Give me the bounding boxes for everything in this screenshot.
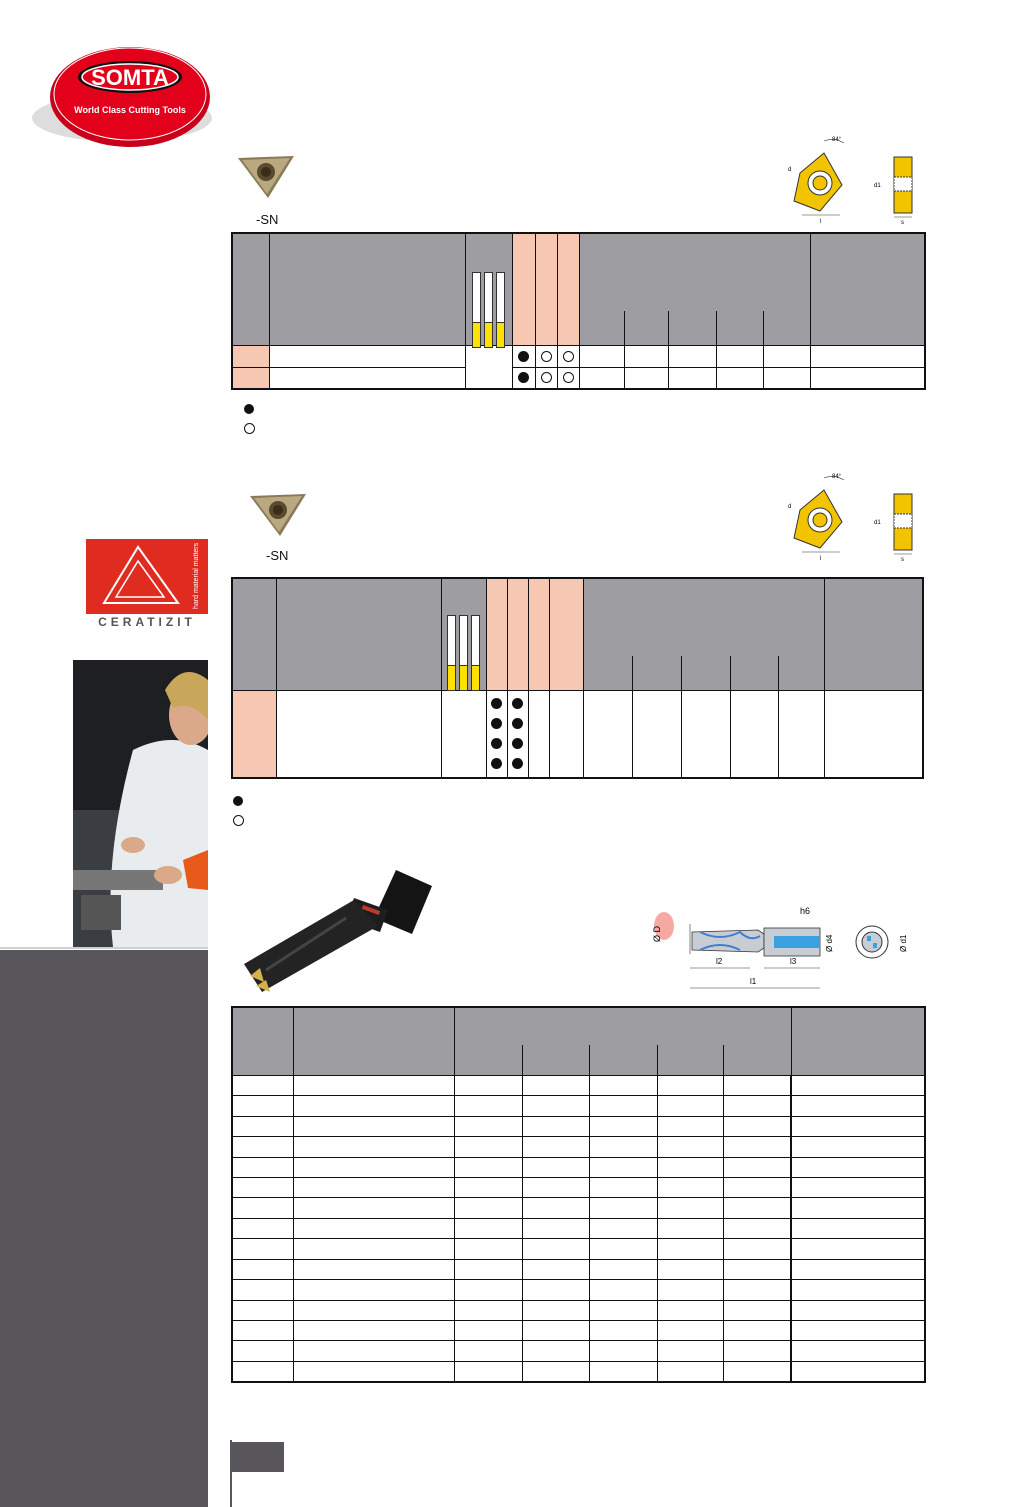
table-cell <box>657 1178 723 1198</box>
table-cell <box>232 1239 293 1259</box>
grade-bar-icon <box>484 272 493 348</box>
table-cell <box>589 1178 657 1198</box>
svg-text:Ø d4: Ø d4 <box>825 934 834 952</box>
table-cell <box>589 1157 657 1177</box>
table-cell <box>791 1300 925 1320</box>
table-cell <box>293 1280 454 1300</box>
table-row <box>232 1259 925 1279</box>
table-cell <box>293 1300 454 1320</box>
logo-brand: SOMTA <box>91 65 169 90</box>
svg-text:d: d <box>788 504 792 510</box>
table-cell <box>454 1075 522 1095</box>
insert-suffix-1: -SN <box>256 212 279 227</box>
table-cell <box>454 1280 522 1300</box>
table-cell <box>522 1218 589 1238</box>
table-cell <box>791 1116 925 1136</box>
table-cell <box>522 1300 589 1320</box>
table-cell <box>522 1157 589 1177</box>
legend-dot-icon <box>233 796 243 806</box>
table-cell <box>454 1157 522 1177</box>
table-cell <box>723 1239 791 1259</box>
secondary-ring-icon <box>563 351 574 362</box>
grade-bar-icon <box>496 272 505 348</box>
primary-dot-icon <box>491 718 502 729</box>
table-row <box>232 1116 925 1136</box>
table-cell <box>723 1321 791 1341</box>
table-cell <box>657 1361 723 1382</box>
legend-ring-icon <box>233 815 244 826</box>
table-cell <box>589 1321 657 1341</box>
table-cell <box>454 1218 522 1238</box>
table-cell <box>723 1157 791 1177</box>
svg-text:d1: d1 <box>874 183 881 189</box>
table-cell <box>589 1259 657 1279</box>
table-cell <box>723 1075 791 1095</box>
svg-text:l: l <box>820 219 822 225</box>
ceratizit-name: CERATIZIT <box>86 614 208 631</box>
table-cell <box>791 1321 925 1341</box>
table-cell <box>791 1239 925 1259</box>
table-cell <box>723 1096 791 1116</box>
table-cell <box>723 1137 791 1157</box>
primary-dot-icon <box>512 698 523 709</box>
table-cell <box>232 1137 293 1157</box>
table-cell <box>293 1096 454 1116</box>
table-cell <box>522 1116 589 1136</box>
insert-drawing-1 <box>772 133 922 225</box>
table-row <box>232 1218 925 1238</box>
table-cell <box>657 1157 723 1177</box>
table-cell <box>522 1239 589 1259</box>
primary-dot-icon <box>512 758 523 769</box>
table-cell <box>522 1178 589 1198</box>
table-cell <box>589 1137 657 1157</box>
table-cell <box>232 1259 293 1279</box>
table-cell <box>589 1300 657 1320</box>
insert-drawing-2 <box>772 470 922 562</box>
svg-text:84°: 84° <box>832 137 842 143</box>
table-cell <box>657 1137 723 1157</box>
svg-text:l: l <box>820 556 822 562</box>
table-cell <box>454 1341 522 1361</box>
table-cell <box>522 1321 589 1341</box>
table-cell <box>791 1361 925 1382</box>
table-row <box>232 1239 925 1259</box>
grade-bar-icon <box>447 615 456 691</box>
table-cell <box>232 1361 293 1382</box>
table-cell <box>522 1075 589 1095</box>
table-cell <box>232 1075 293 1095</box>
table-cell <box>232 1321 293 1341</box>
table-cell <box>522 1280 589 1300</box>
table-cell <box>723 1218 791 1238</box>
table-cell <box>232 1096 293 1116</box>
table-cell <box>589 1341 657 1361</box>
table-cell <box>723 1361 791 1382</box>
insert-image-1 <box>234 152 298 202</box>
table-cell <box>293 1178 454 1198</box>
table-cell <box>454 1361 522 1382</box>
table-cell <box>454 1178 522 1198</box>
drill-drawing <box>640 896 920 996</box>
table-cell <box>791 1198 925 1218</box>
table-cell <box>791 1096 925 1116</box>
primary-dot-icon <box>518 351 529 362</box>
table-cell <box>657 1341 723 1361</box>
table-row <box>232 1075 925 1095</box>
table-cell <box>293 1321 454 1341</box>
table-row <box>232 1280 925 1300</box>
table-cell <box>589 1198 657 1218</box>
svg-text:d: d <box>788 167 792 173</box>
table-cell <box>657 1116 723 1136</box>
table-row <box>232 1321 925 1341</box>
table-cell <box>723 1198 791 1218</box>
legend-dot-icon <box>244 404 254 414</box>
legend-2 <box>233 792 244 830</box>
table-cell <box>522 1259 589 1279</box>
table-cell <box>293 1137 454 1157</box>
svg-text:Ø d1: Ø d1 <box>899 934 908 952</box>
table-cell <box>232 1300 293 1320</box>
table-cell <box>657 1300 723 1320</box>
table-cell <box>232 1198 293 1218</box>
table-cell <box>454 1198 522 1218</box>
secondary-ring-icon <box>541 351 552 362</box>
table-cell <box>589 1218 657 1238</box>
table-cell <box>232 1116 293 1136</box>
grade-bar-icon <box>471 615 480 691</box>
table-row <box>232 1198 925 1218</box>
table-row <box>232 367 925 389</box>
table-cell <box>657 1218 723 1238</box>
side-panel <box>0 950 208 1507</box>
table-cell <box>522 1361 589 1382</box>
table-cell <box>657 1280 723 1300</box>
table-cell <box>657 1239 723 1259</box>
primary-dot-icon <box>491 738 502 749</box>
table-cell <box>723 1300 791 1320</box>
table-cell <box>657 1259 723 1279</box>
table-row <box>232 1341 925 1361</box>
svg-text:84°: 84° <box>832 474 842 480</box>
table-row <box>232 1137 925 1157</box>
svg-text:s: s <box>901 220 904 225</box>
primary-dot-icon <box>512 718 523 729</box>
table-row <box>232 1096 925 1116</box>
table-cell <box>232 1341 293 1361</box>
insert-image-2 <box>246 490 310 540</box>
table-cell <box>454 1096 522 1116</box>
worker-photo <box>73 660 208 947</box>
table-cell <box>232 1178 293 1198</box>
drill-table <box>231 1006 926 1383</box>
grade-bar-icon <box>472 272 481 348</box>
svg-text:l3: l3 <box>790 957 797 966</box>
primary-dot-icon <box>491 698 502 709</box>
table-cell <box>791 1075 925 1095</box>
svg-text:s: s <box>901 557 904 562</box>
table-cell <box>791 1259 925 1279</box>
table-cell <box>454 1239 522 1259</box>
table-cell <box>657 1321 723 1341</box>
table-cell <box>589 1280 657 1300</box>
table-cell <box>589 1116 657 1136</box>
primary-dot-icon <box>518 372 529 383</box>
table-cell <box>293 1341 454 1361</box>
drill-image <box>236 858 436 998</box>
primary-dot-icon <box>491 758 502 769</box>
table-cell <box>723 1341 791 1361</box>
table-cell <box>293 1198 454 1218</box>
table-cell <box>589 1096 657 1116</box>
svg-text:hard material matters: hard material matters <box>193 542 200 609</box>
page-number-tab <box>232 1442 284 1472</box>
table-cell <box>589 1239 657 1259</box>
table-cell <box>791 1178 925 1198</box>
table-row <box>232 1178 925 1198</box>
table-cell <box>723 1116 791 1136</box>
table-cell <box>293 1259 454 1279</box>
legend-1 <box>244 400 255 438</box>
table-cell <box>657 1075 723 1095</box>
grade-bar-icon <box>459 615 468 691</box>
table-cell <box>293 1218 454 1238</box>
table-cell <box>293 1361 454 1382</box>
table-cell <box>723 1178 791 1198</box>
logo-tagline: World Class Cutting Tools <box>74 105 186 115</box>
insert-table-2 <box>231 577 924 779</box>
table-cell <box>723 1280 791 1300</box>
legend-ring-icon <box>244 423 255 434</box>
table-row <box>232 1300 925 1320</box>
table-cell <box>454 1321 522 1341</box>
ceratizit-logo <box>86 539 208 631</box>
table-cell <box>232 1218 293 1238</box>
table-cell <box>293 1239 454 1259</box>
primary-dot-icon <box>512 738 523 749</box>
table-cell <box>791 1341 925 1361</box>
insert-table-1 <box>231 232 926 390</box>
table-row <box>232 690 923 778</box>
secondary-ring-icon <box>563 372 574 383</box>
table-cell <box>657 1096 723 1116</box>
table-cell <box>454 1116 522 1136</box>
table-cell <box>791 1157 925 1177</box>
table-cell <box>589 1361 657 1382</box>
table-cell <box>232 1157 293 1177</box>
table-cell <box>589 1075 657 1095</box>
table-cell <box>723 1259 791 1279</box>
svg-text:l1: l1 <box>750 977 757 986</box>
table-cell <box>454 1300 522 1320</box>
svg-text:d1: d1 <box>874 520 881 526</box>
table-cell <box>791 1280 925 1300</box>
table-cell <box>293 1075 454 1095</box>
svg-text:Ø D: Ø D <box>652 925 662 942</box>
table-cell <box>293 1157 454 1177</box>
insert-suffix-2: -SN <box>266 548 289 563</box>
ceratizit-mark-icon <box>86 539 208 613</box>
svg-text:l2: l2 <box>716 957 723 966</box>
table-cell <box>454 1137 522 1157</box>
table-cell <box>522 1341 589 1361</box>
table-row <box>232 1157 925 1177</box>
table-cell <box>454 1259 522 1279</box>
table-cell <box>232 1280 293 1300</box>
secondary-ring-icon <box>541 372 552 383</box>
table-cell <box>791 1218 925 1238</box>
table-cell <box>522 1096 589 1116</box>
table-cell <box>791 1137 925 1157</box>
svg-text:h6: h6 <box>800 906 811 916</box>
table-cell <box>522 1198 589 1218</box>
table-row <box>232 1361 925 1382</box>
table-cell <box>657 1198 723 1218</box>
table-row <box>232 345 925 367</box>
panel-divider <box>0 947 208 949</box>
table-cell <box>293 1116 454 1136</box>
somta-logo <box>22 34 222 149</box>
table-cell <box>522 1137 589 1157</box>
